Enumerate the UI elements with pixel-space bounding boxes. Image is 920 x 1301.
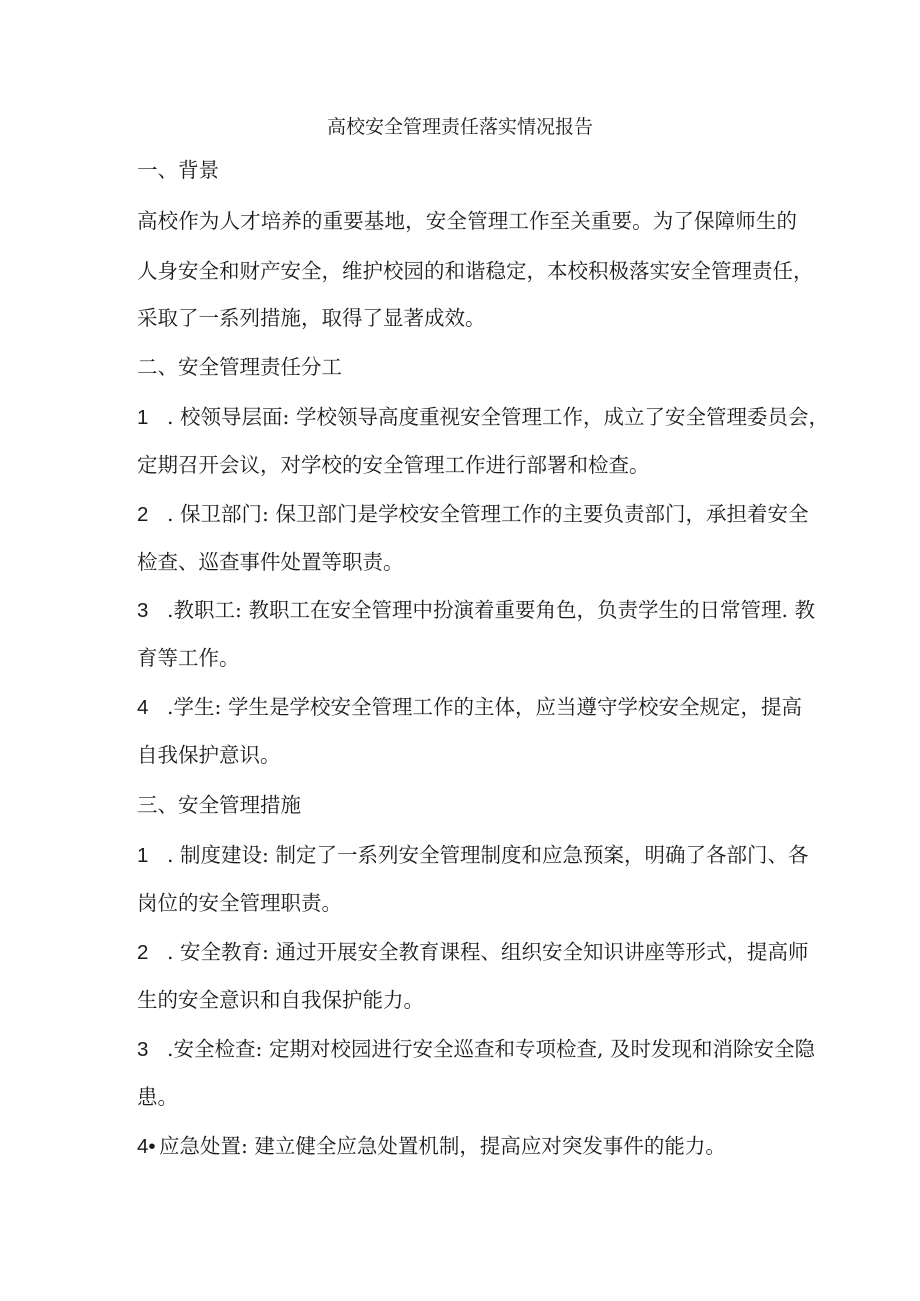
item-number: 3 bbox=[137, 1038, 149, 1061]
item-number: 4 bbox=[137, 696, 149, 719]
item-number: 2 bbox=[137, 503, 149, 526]
item-text: .教职工: 教职工在安全管理中扮演着重要角色，负责学生的日常管理. 教 bbox=[167, 598, 815, 622]
section-heading-background: 一、背景 bbox=[137, 158, 219, 182]
item-text: . 制度建设: 制定了一系列安全管理制度和应急预案，明确了各部门、各 bbox=[167, 843, 809, 867]
item-text: .学生: 学生是学校安全管理工作的主体，应当遵守学校安全规定，提高 bbox=[167, 695, 802, 719]
list-item-line bbox=[137, 840, 809, 871]
paragraph-line: 采取了一系列措施，取得了显著成效。 bbox=[137, 306, 486, 330]
item-text: . 保卫部门: 保卫部门是学校安全管理工作的主要负责部门，承担着安全 bbox=[167, 502, 809, 526]
list-item-line: 生的安全意识和自我保护能力。 bbox=[137, 988, 424, 1012]
list-item-line: 育等工作。 bbox=[137, 646, 240, 670]
section-heading-responsibility: 二、安全管理责任分工 bbox=[137, 355, 342, 379]
list-item-line bbox=[137, 937, 809, 968]
item-number: 3 bbox=[137, 599, 149, 622]
list-item-line bbox=[137, 595, 815, 626]
list-item-line: 检查、巡查事件处置等职责。 bbox=[137, 550, 404, 574]
list-item-line bbox=[137, 402, 829, 433]
list-item-line bbox=[137, 499, 809, 530]
item-number: 1 bbox=[137, 406, 149, 429]
list-item-line bbox=[137, 692, 802, 723]
item-text: 应急处置: 建立健全应急处置机制，提高应对突发事件的能力。 bbox=[159, 1134, 726, 1158]
section-heading-measures: 三、安全管理措施 bbox=[137, 793, 301, 817]
item-text: .安全检查: 定期对校园进行安全巡查和专项检查, 及时发现和消除安全隐 bbox=[167, 1037, 815, 1061]
list-item-line: 定期召开会议，对学校的安全管理工作进行部署和检查。 bbox=[137, 453, 650, 477]
list-item-line bbox=[137, 1131, 797, 1162]
document-title: 高校安全管理责任落实情况报告 bbox=[326, 116, 593, 138]
list-item-line: 岗位的安全管理职责。 bbox=[137, 891, 342, 915]
list-item-line: 自我保护意识。 bbox=[137, 743, 281, 767]
item-text: . 安全教育: 通过开展安全教育课程、组织安全知识讲座等形式，提高师 bbox=[167, 940, 809, 964]
paragraph-line: 高校作为人才培养的重要基地，安全管理工作至关重要。为了保障师生的 bbox=[137, 209, 797, 233]
paragraph-line: 人身安全和财产安全，维护校园的和谐稳定，本校积极落实安全管理责任， bbox=[137, 259, 814, 283]
item-number: 4• bbox=[137, 1135, 156, 1158]
item-text: . 校领导层面: 学校领导高度重视安全管理工作，成立了安全管理委员会， bbox=[167, 405, 829, 429]
item-number: 2 bbox=[137, 941, 149, 964]
list-item-line: 患。 bbox=[137, 1085, 178, 1109]
item-number: 1 bbox=[137, 844, 149, 867]
list-item-line bbox=[137, 1034, 815, 1065]
